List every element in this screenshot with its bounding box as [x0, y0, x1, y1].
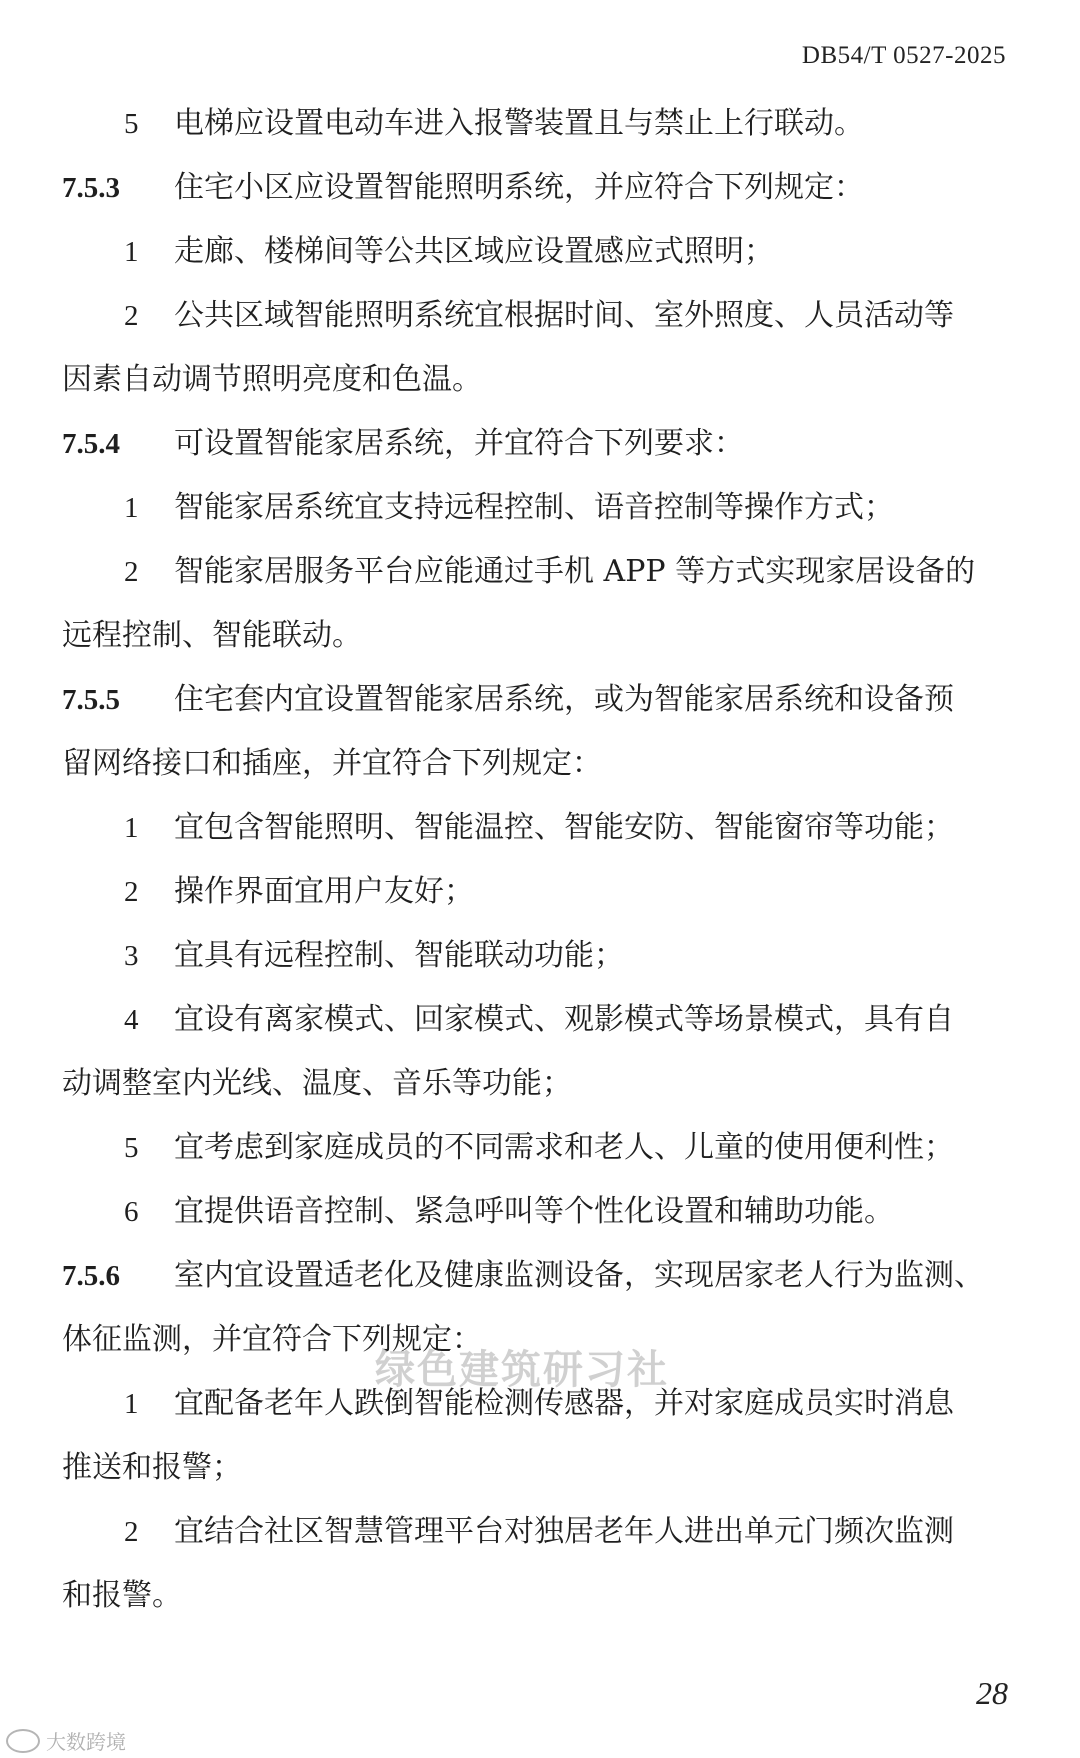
clause-text: 可设置智能家居系统，并宜符合下列要求：	[174, 426, 744, 461]
brand-logo	[6, 1726, 126, 1755]
list-item	[62, 924, 1012, 988]
continuation-line: 动调整室内光线、温度、音乐等功能；	[62, 1066, 572, 1101]
item-text: 电梯应设置电动车进入报警装置且与禁止上行联动。	[174, 106, 864, 141]
item-text: 宜考虑到家庭成员的不同需求和老人、儿童的使用便利性；	[174, 1130, 954, 1165]
list-item	[62, 1180, 1012, 1244]
clause-text: 室内宜设置适老化及健康监测设备，实现居家老人行为监测、	[174, 1258, 984, 1293]
list-item	[62, 1116, 1012, 1180]
clause-number: 7.5.4	[62, 428, 120, 460]
list-item	[62, 476, 1012, 540]
item-text: 宜设有离家模式、回家模式、观影模式等场景模式，具有自	[174, 1002, 954, 1037]
document-body	[62, 92, 1012, 1628]
item-index: 1	[124, 812, 139, 844]
clause-text: 住宅套内宜设置智能家居系统，或为智能家居系统和设备预	[174, 682, 954, 717]
item-text: 智能家居服务平台应能通过手机 APP 等方式实现家居设备的	[174, 554, 976, 589]
continuation-line: 推送和报警；	[62, 1450, 242, 1485]
brand-name: 大数跨境	[46, 1730, 126, 1754]
item-text: 宜包含智能照明、智能温控、智能安防、智能窗帘等功能；	[174, 810, 954, 845]
item-index: 1	[124, 492, 139, 524]
clause-number: 7.5.3	[62, 172, 120, 204]
item-index: 1	[124, 236, 139, 268]
clause-7-5-5	[62, 668, 1012, 732]
continuation-line: 远程控制、智能联动。	[62, 618, 362, 653]
item-index: 3	[124, 940, 139, 972]
item-index: 5	[124, 108, 139, 140]
item-index: 4	[124, 1004, 139, 1036]
brand-logo-icon	[6, 1729, 40, 1753]
item-text: 宜配备老年人跌倒智能检测传感器，并对家庭成员实时消息	[174, 1386, 954, 1421]
continuation-line: 因素自动调节照明亮度和色温。	[62, 362, 482, 397]
continuation-line: 体征监测，并宜符合下列规定：	[62, 1322, 482, 1357]
continuation-line: 留网络接口和插座，并宜符合下列规定：	[62, 746, 602, 781]
clause-number: 7.5.5	[62, 684, 120, 716]
page-number: 28	[976, 1675, 1008, 1711]
item-index: 6	[124, 1196, 139, 1228]
list-item	[62, 92, 1012, 156]
item-text: 宜具有远程控制、智能联动功能；	[174, 938, 624, 973]
item-index: 2	[124, 876, 139, 908]
list-item	[62, 540, 1012, 604]
standard-code: DB54/T 0527-2025	[801, 42, 1006, 69]
item-index: 1	[124, 1388, 139, 1420]
item-text: 宜提供语音控制、紧急呼叫等个性化设置和辅助功能。	[174, 1194, 894, 1229]
item-text: 走廊、楼梯间等公共区域应设置感应式照明；	[174, 234, 774, 269]
item-index: 2	[124, 300, 139, 332]
list-item	[62, 284, 1012, 348]
clause-number: 7.5.6	[62, 1260, 120, 1292]
list-item	[62, 796, 1012, 860]
clause-7-5-6	[62, 1244, 1012, 1308]
list-item	[62, 988, 1012, 1052]
item-text: 操作界面宜用户友好；	[174, 874, 474, 909]
item-text: 宜结合社区智慧管理平台对独居老年人进出单元门频次监测	[174, 1514, 954, 1549]
item-text: 公共区域智能照明系统宜根据时间、室外照度、人员活动等	[174, 298, 954, 333]
list-item	[62, 860, 1012, 924]
item-index: 2	[124, 556, 139, 588]
list-item	[62, 1500, 1012, 1564]
clause-7-5-4	[62, 412, 1012, 476]
watermark: 绿色建筑研习社	[375, 1346, 669, 1393]
item-index: 2	[124, 1516, 139, 1548]
clause-text: 住宅小区应设置智能照明系统，并应符合下列规定：	[174, 170, 864, 205]
list-item	[62, 220, 1012, 284]
item-text: 智能家居系统宜支持远程控制、语音控制等操作方式；	[174, 490, 894, 525]
clause-7-5-3	[62, 156, 1012, 220]
item-index: 5	[124, 1132, 139, 1164]
continuation-line: 和报警。	[62, 1578, 182, 1613]
